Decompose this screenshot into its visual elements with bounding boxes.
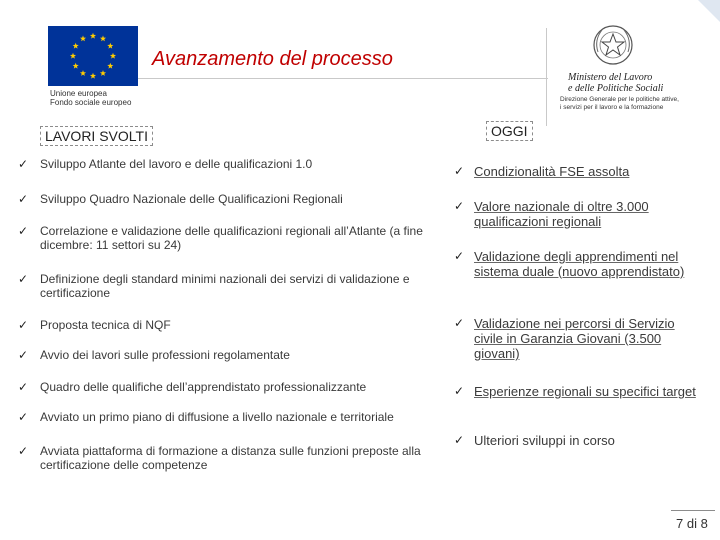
check-icon: ✓	[18, 410, 29, 424]
right-list-item	[454, 384, 702, 399]
right-list-item	[454, 249, 702, 279]
left-item-text: Sviluppo Quadro Nazionale delle Qualificazioni Regionali	[40, 192, 343, 206]
eu-caption-line2: Fondo sociale europeo	[50, 98, 132, 107]
italian-republic-emblem	[590, 22, 636, 68]
eu-flag-logo	[48, 26, 138, 86]
right-item-text: Esperienze regionali su specifici target	[474, 384, 696, 399]
ministry-line2: e delle Politiche Sociali	[568, 83, 664, 94]
check-icon: ✓	[18, 318, 29, 332]
right-item-text: Validazione nei percorsi di Servizio civile in Garanzia Giovani (3.500 giovani)	[474, 316, 675, 361]
check-icon: ✓	[454, 199, 465, 213]
check-icon: ✓	[18, 192, 29, 206]
direzione-line1: Direzione Generale per le politiche attive,	[560, 96, 679, 103]
left-item-text: Definizione degli standard minimi nazionali dei servizi di validazione e certificazione	[40, 272, 410, 300]
left-item-text: Sviluppo Atlante del lavoro e delle qualificazioni 1.0	[40, 157, 313, 171]
eu-caption	[50, 89, 131, 107]
check-icon: ✓	[454, 433, 465, 447]
check-icon: ✓	[454, 164, 465, 178]
page-title: Avanzamento del processo	[152, 48, 393, 70]
ministry-line1: Ministero del Lavoro	[568, 72, 653, 83]
left-list-item	[18, 380, 440, 394]
right-list-item	[454, 199, 702, 229]
direzione-line2: i servizi per il lavoro e la formazione	[560, 104, 664, 111]
check-icon: ✓	[18, 224, 29, 238]
left-list-item	[18, 318, 440, 332]
check-icon: ✓	[18, 348, 29, 362]
right-item-text: Ulteriori sviluppi in corso	[474, 433, 615, 448]
corner-decoration	[698, 0, 720, 22]
right-list-item	[454, 164, 702, 179]
page-number: 7 di 8	[676, 516, 708, 531]
left-list-item	[18, 444, 440, 472]
left-list-item	[18, 410, 440, 424]
right-item-text: Validazione degli apprendimenti nel sistema duale (nuovo apprendistato)	[474, 249, 685, 279]
check-icon: ✓	[18, 272, 29, 286]
check-icon: ✓	[454, 384, 465, 398]
eu-caption-line1: Unione europea	[50, 89, 107, 98]
check-icon: ✓	[454, 249, 465, 263]
right-list-item	[454, 433, 702, 448]
left-list-item	[18, 192, 440, 206]
check-icon: ✓	[18, 444, 29, 458]
left-item-text: Correlazione e validazione delle qualificazioni regionali all’Atlante (a fine dicembre: 11 settori su 24)	[40, 224, 423, 252]
left-item-text: Avvio dei lavori sulle professioni regolamentate	[40, 348, 290, 362]
left-item-text: Proposta tecnica di NQF	[40, 318, 171, 332]
left-list-item	[18, 348, 440, 362]
check-icon: ✓	[18, 157, 29, 171]
right-item-text: Valore nazionale di oltre 3.000 qualificazioni regionali	[474, 199, 649, 229]
left-list-item	[18, 224, 440, 252]
left-item-text: Quadro delle qualifiche dell’apprendistato professionalizzante	[40, 380, 367, 394]
check-icon: ✓	[454, 316, 465, 330]
left-list-item	[18, 157, 440, 171]
lavori-svolti-label: LAVORI SVOLTI	[40, 126, 153, 146]
right-list-item	[454, 316, 702, 361]
left-item-text: Avviata piattaforma di formazione a distanza sulle funzioni preposte alla certificazione delle competenze	[40, 444, 421, 472]
right-item-text: Condizionalità FSE assolta	[474, 164, 630, 179]
oggi-label: OGGI	[486, 121, 533, 141]
footer-divider	[671, 510, 715, 511]
left-list-item	[18, 272, 440, 300]
header-vertical-divider	[546, 28, 547, 126]
left-item-text: Avviato un primo piano di diffusione a livello nazionale e territoriale	[40, 410, 394, 424]
ministry-name	[568, 72, 678, 94]
direzione-name	[560, 96, 680, 112]
check-icon: ✓	[18, 380, 29, 394]
